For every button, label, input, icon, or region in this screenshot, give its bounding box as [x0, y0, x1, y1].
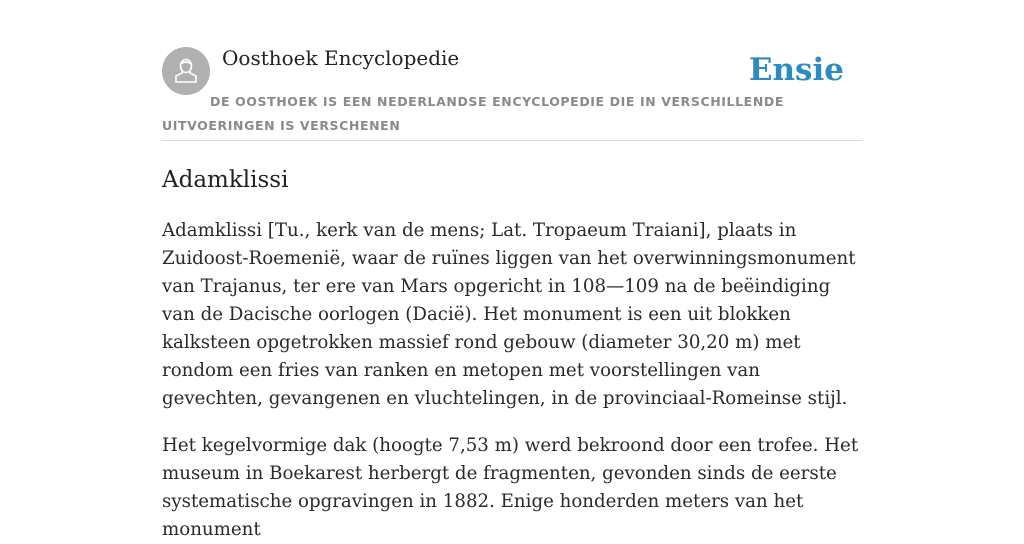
page-container — [162, 0, 862, 544]
site-description: DE OOSTHOEK IS EEN NEDERLANDSE ENCYCLOPEDIE DIE IN VERSCHILLENDE UITVOERINGEN IS VERSCHENEN — [162, 94, 784, 133]
avatar[interactable] — [162, 47, 210, 95]
user-icon — [171, 56, 201, 86]
article-paragraph: Het kegelvormige dak (hoogte 7,53 m) werd bekroond door een trofee. Het museum in Boekarest herbergt de fragmenten, gevonden sinds de eerste systematische opgravingen in 1882. Enige honderden meters van het monument — [162, 435, 859, 540]
article-title: Adamklissi — [162, 167, 289, 193]
article — [162, 141, 862, 544]
site-header — [162, 0, 862, 141]
brand-logo[interactable]: Ensie — [748, 52, 844, 88]
article-paragraph: Adamklissi [Tu., kerk van de mens; Lat. Tropaeum Traiani], plaats in Zuidoost-Roemenië, waar de ruïnes liggen van het overwinningsmonument van Trajanus, ter ere van Mars opgericht in 108—109 na de beëindiging van de Dacische oorlogen (Dacië). Het monument is een uit blokken kalksteen opgetrokken massief rond gebouw (diameter 30,20 m) met rondom een fries van ranken en metopen met voorstellingen van gevechten, gevangenen en vluchtelingen, in de provinciaal-Romeinse stijl. — [162, 220, 856, 409]
site-name[interactable]: Oosthoek Encyclopedie — [222, 46, 460, 70]
